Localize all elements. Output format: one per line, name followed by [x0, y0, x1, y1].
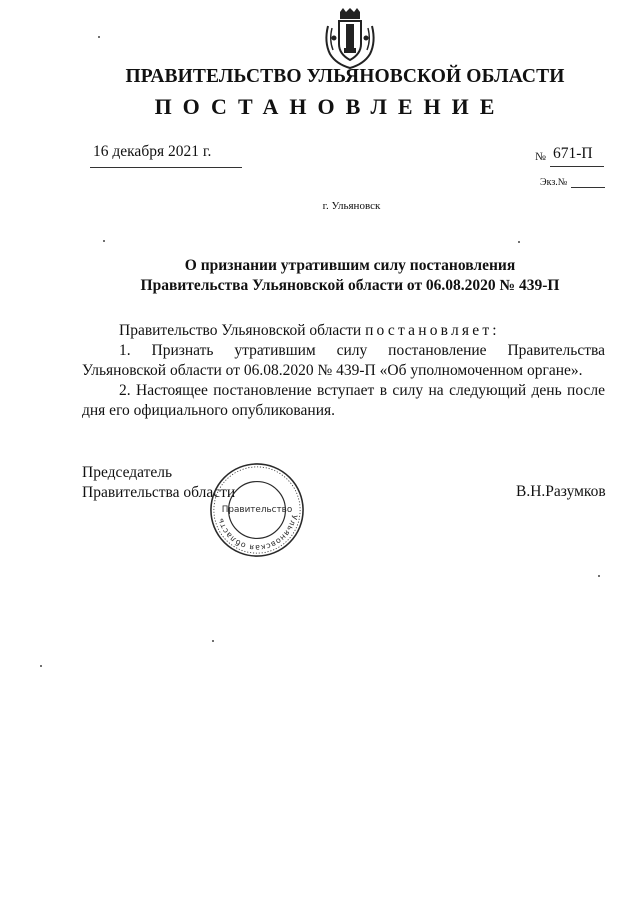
document-subject [0, 256, 640, 296]
stamp-center-text: Правительство [221, 504, 293, 515]
scan-speck [103, 240, 105, 242]
city: г. Ульяновск [322, 200, 381, 212]
scan-speck [98, 36, 100, 38]
date-underline [90, 167, 242, 168]
government-title: ПРАВИТЕЛЬСТВО УЛЬЯНОВСКОЙ ОБЛАСТИ [125, 66, 565, 87]
signer-name: В.Н.Разумков [516, 483, 606, 500]
scan-speck [40, 665, 42, 667]
subject-line-1: О признании утратившим силу постановления [184, 257, 516, 274]
stamp-ring-text: Ульяновская область [215, 514, 299, 553]
position-line-2: Правительства области [82, 484, 236, 501]
intro-paragraph [82, 321, 605, 341]
item-2-paragraph: 2. Настоящее постановление вступает в силу на следующий день после дня его официального опубликования. [82, 382, 605, 419]
intro-lead: Правительство Ульяновской области [119, 322, 362, 339]
scan-speck [212, 640, 214, 642]
copy-number-underline [571, 187, 605, 188]
copy-number-label: Экз.№ [540, 177, 568, 188]
official-stamp [208, 461, 306, 559]
subject-line-2: Правительства Ульяновской области от 06.08.2020 № 439-П [140, 277, 560, 294]
document-type: ПОСТАНОВЛЕНИЕ [154, 94, 506, 119]
item-1-paragraph: 1. Признать утратившим силу постановление Правительства Ульяновской области от 06.08.2020 № 439-П «Об уполномоченном органе». [82, 342, 605, 379]
coat-of-arms-emblem [320, 8, 380, 70]
scan-speck [598, 575, 600, 577]
position-line-1: Председатель [82, 464, 173, 481]
document-date: 16 декабря 2021 г. [93, 143, 212, 160]
scan-speck [518, 241, 520, 243]
number-underline [550, 166, 604, 167]
intro-verb: постановляет: [365, 322, 500, 339]
document-body [82, 321, 605, 421]
document-number: 671-П [553, 145, 593, 162]
number-sign: № [535, 151, 546, 163]
